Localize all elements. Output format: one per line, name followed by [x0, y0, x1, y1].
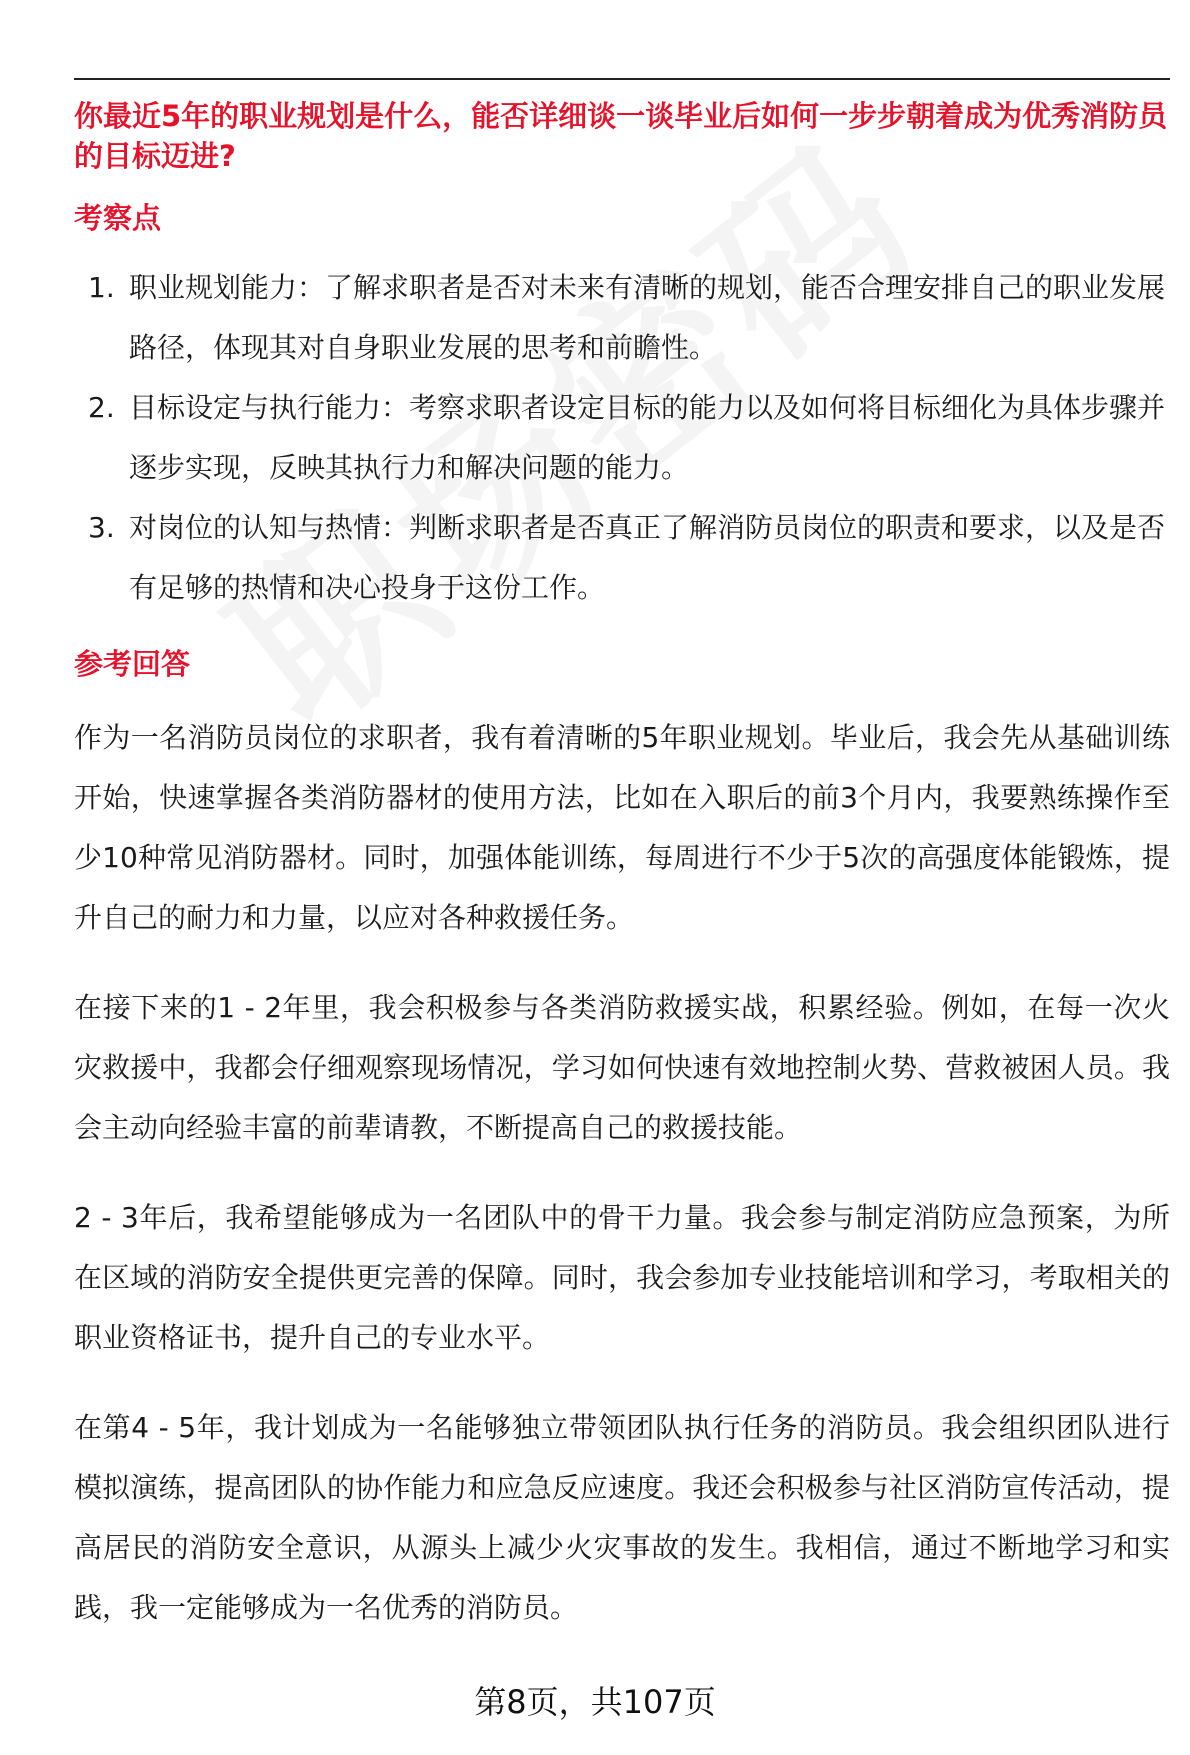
list-item-number: 3.	[88, 511, 115, 544]
list-item-number: 1.	[88, 271, 115, 304]
points-heading: 考察点	[74, 201, 162, 235]
answer-paragraph: 在接下来的1 - 2年里，我会积极参与各类消防救援实战，积累经验。例如，在每一次火灾救援中，我都会仔细观察现场情况，学习如何快速有效地控制火势、营救被困人员。我会主动向经验丰富的前辈请教，不断提高自己的救援技能。	[74, 991, 1170, 1144]
list-item-text: 对岗位的认知与热情：判断求职者是否真正了解消防员岗位的职责和要求，以及是否有足够的热情和决心投身于这份工作。	[129, 511, 1166, 604]
points-list	[74, 258, 1170, 618]
list-item-number: 2.	[88, 391, 115, 424]
list-item	[74, 498, 1170, 618]
list-item-text: 职业规划能力：了解求职者是否对未来有清晰的规划，能否合理安排自己的职业发展路径，体现其对自身职业发展的思考和前瞻性。	[129, 271, 1166, 364]
list-item	[74, 378, 1170, 498]
top-divider	[74, 78, 1170, 80]
question-title: 你最近5年的职业规划是什么，能否详细谈一谈毕业后如何一步步朝着成为优秀消防员的目标迈进?	[74, 99, 1168, 173]
page-content	[74, 96, 1170, 1638]
answer-paragraph: 作为一名消防员岗位的求职者，我有着清晰的5年职业规划。毕业后，我会先从基础训练开始，快速掌握各类消防器材的使用方法，比如在入职后的前3个月内，我要熟练操作至少10种常见消防器材。同时，加强体能训练，每周进行不少于5次的高强度体能锻炼，提升自己的耐力和力量，以应对各种救援任务。	[74, 721, 1170, 934]
answer-paragraph: 2 - 3年后，我希望能够成为一名团队中的骨干力量。我会参与制定消防应急预案，为所在区域的消防安全提供更完善的保障。同时，我会参加专业技能培训和学习，考取相关的职业资格证书，提升自己的专业水平。	[74, 1201, 1170, 1354]
page-number: 第8页，共107页	[474, 1683, 716, 1721]
list-item	[74, 258, 1170, 378]
answer-heading: 参考回答	[74, 647, 191, 681]
list-item-text: 目标设定与执行能力：考察求职者设定目标的能力以及如何将目标细化为具体步骤并逐步实现，反映其执行力和解决问题的能力。	[129, 391, 1166, 484]
answer-paragraph: 在第4 - 5年，我计划成为一名能够独立带领团队执行任务的消防员。我会组织团队进行模拟演练，提高团队的协作能力和应急反应速度。我还会积极参与社区消防宣传活动，提高居民的消防安全意识，从源头上减少火灾事故的发生。我相信，通过不断地学习和实践，我一定能够成为一名优秀的消防员。	[74, 1411, 1170, 1624]
